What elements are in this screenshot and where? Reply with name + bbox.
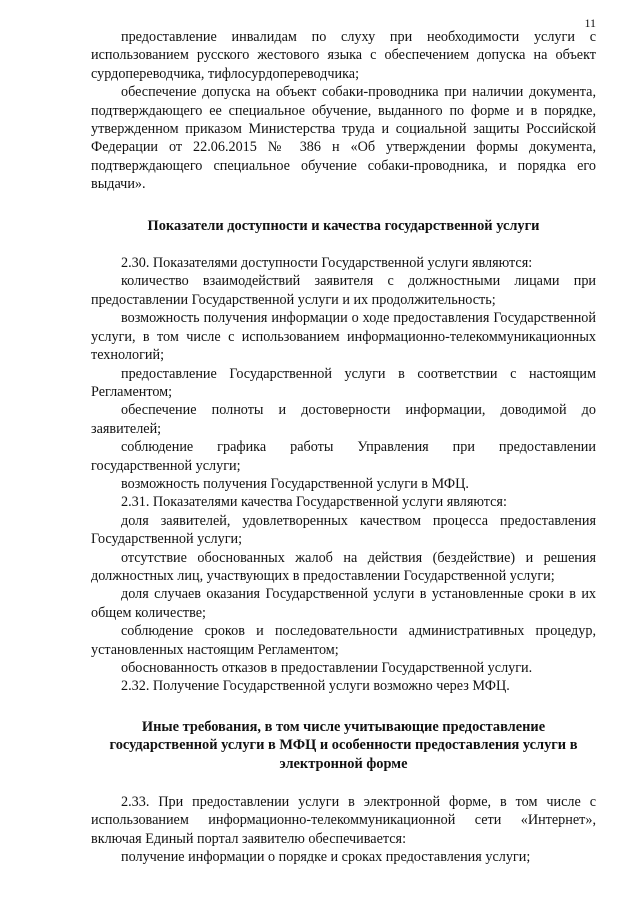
- paragraph: предоставление инвалидам по слуху при необходимости услуги с использованием русского жестового языка с обеспечением допуска на объект сурдопереводчика, тифлосурдопереводчика;: [91, 29, 596, 82]
- paragraph: отсутствие обоснованных жалоб на действия (бездействие) и решения должностных лиц, участвующих в предоставлении Государственной услуги;: [91, 549, 596, 584]
- paragraph: получение информации о порядке и сроках предоставления услуги;: [121, 849, 531, 866]
- paragraph: обеспечение полноты и достоверности информации, доводимой до заявителей;: [91, 402, 596, 437]
- paragraph: возможность получения Государственной услуги в МФЦ.: [121, 475, 469, 492]
- paragraph: обоснованность отказов в предоставлении Государственной услуги.: [121, 660, 533, 676]
- paragraph: 2.32. Получение Государственной услуги возможно через МФЦ.: [121, 678, 510, 695]
- paragraph: предоставление Государственной услуги в соответствии с настоящим Регламентом;: [91, 365, 596, 400]
- document-body: [91, 28, 596, 867]
- paragraph: 2.33. При предоставлении услуги в электронной форме, в том числе с использованием информационно-телекоммуникационной сети «Интернет», включая Единый портал заявителю обеспечивается:: [91, 794, 596, 847]
- paragraph: количество взаимодействий заявителя с должностными лицами при предоставлении Государственной услуги и их продолжительность;: [91, 273, 596, 308]
- page-number: 11: [584, 16, 596, 30]
- paragraph: возможность получения информации о ходе предоставления Государственной услуги, в том числе с использованием информационно-телекоммуникационных технологий;: [91, 310, 596, 364]
- paragraph: доля случаев оказания Государственной услуги в установленные сроки в их общем количестве;: [91, 586, 596, 621]
- paragraph: доля заявителей, удовлетворенных качеством процесса предоставления Государственной услуги;: [91, 512, 596, 548]
- paragraph: 2.30. Показателями доступности Государственной услуги являются:: [121, 255, 533, 272]
- section-heading: Показатели доступности и качества государственной услуги: [147, 217, 540, 234]
- paragraph: обеспечение допуска на объект собаки-проводника при наличии документа, подтверждающего ее специальное обучение, выданного по форме и в порядке, утвержденном приказом Министерства труда и социальной защиты Российской Федерации от 22.06.2015 № 386 н «Об утверждении формы документа, подтверждающего специальное обучение собаки-проводника, и порядка его выдачи».: [91, 84, 596, 193]
- paragraph: 2.31. Показателями качества Государственной услуги являются:: [121, 494, 507, 511]
- paragraph: соблюдение сроков и последовательности административных процедур, установленных настоящим Регламентом;: [91, 623, 596, 658]
- paragraph: соблюдение графика работы Управления при предоставлении государственной услуги;: [91, 439, 596, 474]
- section-heading: Иные требования, в том числе учитывающие предоставление государственной услуги в МФЦ и особенности предоставления услуги в электронной форме: [109, 718, 578, 772]
